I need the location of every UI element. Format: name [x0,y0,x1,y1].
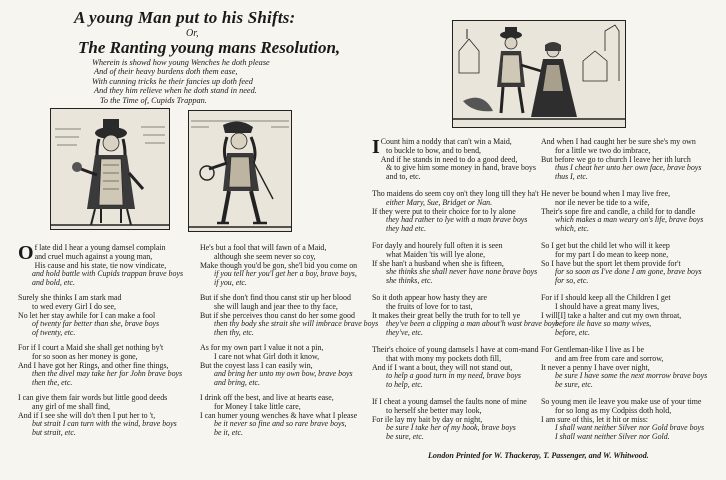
verse-line: Make though you'd be gon, she'l bid you come on [200,260,358,270]
intro-tune-line: To the Time of, Cupids Trappan. [100,95,207,105]
verse-line: & to give him some money in hand, brave boys [386,163,536,173]
verse-line: for so, etc. [555,276,589,286]
verse-line: And I have got her Rings, and other fine things, [18,360,169,370]
woodcut-2-drawing-icon [189,111,291,231]
stanza [541,398,721,442]
ballad-title-line1: A young Man put to his Shifts: [74,8,296,27]
woodcut-1-drawing-icon [51,109,169,229]
verse-line: which makes a man weary on's life, brave boys [555,215,704,225]
printer-imprint: London Printed for W. Thackeray, T. Passenger, and W. Whitwood. [428,451,649,460]
verse-line: Tho maidens do seem coy on't they long till they ha't [372,188,539,198]
verse-line: And if I see she will do't then I put her to 't, [18,410,156,420]
verse-line: f late did I hear a young damsel complain [34,243,166,252]
verse-line: And if I want a bout, they will not stand out, [372,362,513,372]
verse-line: be sure I take her of my hook, brave boys [386,423,516,433]
verse-line: If they were put to their choice for to ly alone [372,206,516,216]
verse-line: For ile lay my bait by day or night, [372,414,483,424]
stanza [18,394,196,438]
verse-line: As for my own part I value it not a pin, [200,342,324,352]
verse-line: for Money I take little care, [214,401,301,411]
stanza [372,398,540,442]
intro-line: And they him relieve when he doth stand in need. [94,86,257,96]
woodcut-3-drawing-icon [453,21,625,127]
verse-line: It never a penny I have over night, [541,362,650,372]
intro-line: And of their heavy burdens doth them ease, [94,67,238,77]
verse-line: before, etc. [555,328,590,338]
verse-line: she will laugh and jear thee to thy face, [214,301,338,311]
verse-line: I shall want neither Silver nor Gold brave boys [555,423,705,433]
verse-line: for my part I do mean to keep none, [555,249,669,259]
verse-line: then thy body she strait she will imbrace brave boys [214,319,379,329]
verse-line: It makes their great belly the truth for to tell ye [372,310,521,320]
dropcap-letter: O [18,242,34,264]
verse-line: and bold, etc. [32,278,75,288]
verse-line: I will[I] take a halter and cut my own throat, [541,310,682,320]
verse-line: Their's sope fire and candle, a child for to dandle [541,206,696,216]
stanza [200,344,372,388]
verse-line: For if I should keep all the Children I get [541,292,671,302]
verse-line: they've, etc. [386,328,423,338]
verse-line: I can humer young wenches & have what I please [200,410,358,420]
stanza [372,138,540,182]
verse-line: But the coyest lass I can easily win, [200,360,313,370]
stanza [541,242,721,286]
dropcap-letter: I [372,136,380,158]
verse-line: then thy, etc. [214,328,254,338]
verse-line: although she seem never so coy, [214,251,316,261]
verse-line: So it doth appear how hasty they are [372,292,488,302]
verse-line: For Gentleman-like I live as I be [541,344,644,354]
stanza [372,190,540,234]
verse-line: Count him a noddy that can't win a Maid, [380,137,512,146]
verse-line: and am free from care and sorrow, [555,353,664,363]
stanza [372,242,540,286]
verse-line: they had etc. [386,224,427,234]
verse-line: thus I cheat her unto her own face, brave boys [555,163,702,173]
verse-line: the fruits of love for to tast, [386,301,473,311]
verse-line: they had rather to lye with a man brave boys [386,215,528,225]
verse-line: I drink off the best, and live at hearts ease, [200,392,334,402]
verse-line: and hold battle with Cupids trappan brave boys [32,269,184,279]
verse-line: I am sure of this, let it hit or miss: [541,414,648,424]
verse-line: before ile have so many wives, [555,319,652,329]
verse-line: to buckle to bow, and to bend, [386,145,482,155]
verse-line: be sure I have some the next morrow brave boys [555,371,708,381]
verse-line: to wed every Girl I do see, [32,301,116,311]
verse-line: that with mony my pockets doth fill, [386,353,502,363]
verse-line: So young men ile leave you make use of your time [541,396,702,406]
stanza [200,244,372,288]
verse-line: He never be bound when I may live free, [541,188,671,198]
woodcut-couple-in-town [452,20,626,128]
ballad-title-line2: The Ranting young mans Resolution, [78,38,341,57]
verse-line: be it, etc. [214,428,243,438]
intro-line: Wherein is showd how young Wenches he doth please [92,58,270,67]
verse-line: If I cheat a young damsel the faults none of mine [372,396,527,406]
verse-line: and bring, etc. [214,378,261,388]
verse-line: nor ile never be tide to a wife, [555,197,650,207]
verse-line: and to, etc. [386,172,421,182]
verse-line: for so soon as I've done I am gone, brave boys [555,267,702,277]
woodcut-man-with-flowers [50,108,170,230]
verse-line: Surely she thinks I am stark mad [18,292,122,302]
verse-line: He's but a fool that will fawn of a Maid, [200,243,327,252]
verse-line: then the divel may take her for John brave boys [32,369,183,379]
ballad-column-1 [18,244,196,438]
verse-line: she thinks, etc. [386,276,433,286]
verse-line: then the, etc. [32,378,73,388]
verse-line: which, etc. [555,224,589,234]
verse-line: for so long as my Codpiss doth hold, [555,405,672,415]
stanza [541,190,721,234]
stanza [372,292,559,338]
verse-line: if you, etc. [214,278,247,288]
verse-line: be it never so fine and so rare brave boys, [214,419,347,429]
verse-line: they've been a clipping a man about'h wast brave boys [386,319,559,329]
verse-line: to help, etc. [386,380,423,390]
verse-line: what Maiden 'tis will lye alone, [386,249,486,259]
stanza [200,394,372,438]
verse-line: thus I, etc. [555,172,588,182]
verse-line: and cruel much against a young man, [34,251,153,261]
ballad-column-2 [200,243,379,438]
verse-line: If she han't a husband when she is fifteen, [372,258,504,268]
verse-line: For dayly and hourely full often it is seen [372,240,503,250]
verse-line: of twenty, etc. [32,328,76,338]
ballad-column-4 [541,138,721,442]
stanza [541,294,721,338]
verse-line: But before we go to church I leave her ith lurch [541,154,691,164]
verse-line: No let her stay awhile for I can make a fool [18,310,156,320]
verse-line: I can give them fair words but little good deeds [18,392,168,402]
verse-line: I shall want neither Silver nor Gold. [555,432,670,442]
stanza [18,294,196,338]
verse-line: but strait I can turn with the wind, brave boys [32,419,177,429]
stanza [200,292,379,338]
verse-line: For if I court a Maid she shall get nothing by't [18,342,164,352]
verse-line: if you tell her you'l get her a boy, brave boys, [214,269,357,279]
verse-line: So I have but the sport let them provide for't [541,258,681,268]
verse-line: for a little we two do imbrace, [555,145,651,155]
verse-line: But if she don't find thou canst stir up her blood [200,292,351,302]
verse-line: she thinks she shall never have none brave boys [386,267,538,277]
verse-line: but strait, etc. [32,428,76,438]
verse-line: And if he stands in need to do a good deed, [380,154,518,164]
intro-line: With cunning tricks he their fancies up doth feed [92,76,253,86]
verse-line: be sure, etc. [555,380,593,390]
verse-line: any girl of me shall find, [32,401,111,411]
stanza [18,244,196,288]
verse-line: I care not what Girl doth it know, [214,351,320,361]
verse-line: I should have a great many lives, [555,301,660,311]
woodcut-cavalier-with-sword [188,110,292,232]
verse-line: to help a good turn in my need, brave boys [386,371,521,381]
verse-line: of twenty far better than she, brave boys [32,319,160,329]
verse-line: and bring her unto my own bow, brave boys [214,369,353,379]
verse-line: So I get but the child let who will it keep [541,240,670,250]
verse-line: His cause and his state, tie now vindicate, [34,260,167,270]
ballad-title-or: Or, [186,28,199,39]
verse-line: And when I had caught her be sure she's my own [541,137,696,146]
stanza [541,346,721,390]
verse-line: to herself she better may look, [386,405,482,415]
verse-line: Their's choice of young damsels I have at com-mand [372,344,539,354]
ballad-column-3 [372,136,559,442]
verse-line: be sure, etc. [386,432,424,442]
verse-line: for so soon as her money is gone, [32,351,138,361]
stanza [541,138,721,182]
stanza [18,344,196,388]
ballad-intro [92,58,372,105]
verse-line: But if she perceives thou canst do her some good [200,310,355,320]
verse-line: either Mary, Sue, Bridget or Nan. [386,197,493,207]
stanza [372,346,540,390]
